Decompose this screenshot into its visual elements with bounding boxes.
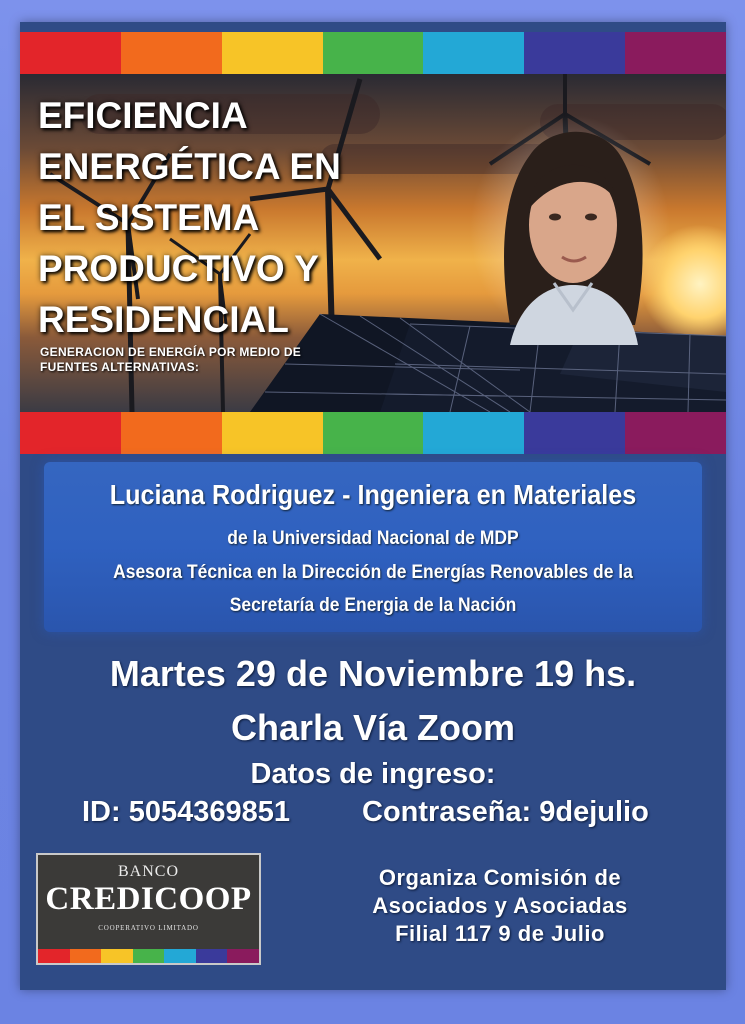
meeting-id: ID: 5054369851 — [82, 796, 290, 828]
title-line-5: RESIDENCIAL — [38, 299, 289, 340]
stripe-purple — [625, 32, 726, 74]
speaker-name: Luciana Rodriguez - Ingeniera en Materiales — [109, 479, 637, 510]
event-mode: Charla Vía Zoom — [230, 707, 516, 748]
speaker-role-line-1: Asesora Técnica en la Dirección de Energías Renovables de la — [113, 562, 633, 583]
title-line-3: EL SISTEMA — [38, 197, 260, 238]
talk-subtitle — [40, 345, 430, 375]
stripe-yellow — [222, 412, 323, 454]
stripe-green — [323, 412, 424, 454]
stripe-purple — [625, 412, 726, 454]
title-line-1: EFICIENCIA — [38, 95, 248, 136]
stripe-indigo — [524, 412, 625, 454]
stripe-orange — [121, 412, 222, 454]
bank-logo-name: CREDICOOP — [45, 881, 252, 917]
subtitle-line-2: FUENTES ALTERNATIVAS: — [40, 360, 200, 374]
event-date: Martes 29 de Noviembre 19 hs. — [109, 653, 637, 694]
organizer-text — [290, 864, 710, 948]
stripe-orange — [121, 32, 222, 74]
bank-logo-sub: COOPERATIVO LIMITADO — [98, 924, 199, 932]
stripe-red — [20, 32, 121, 74]
organizer-line-1: Organiza Comisión de — [378, 865, 622, 890]
organizer-line-2: Asociados y Asociadas — [372, 893, 628, 918]
organizer-line-3: Filial 117 9 de Julio — [395, 921, 605, 946]
banco-credicoop-logo — [36, 853, 261, 965]
bank-logo-top: BANCO — [117, 863, 179, 880]
stripe-green — [323, 32, 424, 74]
bank-logo-stripe — [38, 949, 259, 963]
hero-image — [20, 74, 726, 412]
title-line-4: PRODUCTIVO Y — [38, 248, 319, 289]
speaker-role-line-2: Secretaría de Energia de la Nación — [229, 595, 517, 616]
speaker-portrait — [470, 115, 670, 345]
stripe-yellow — [222, 32, 323, 74]
stripe-cyan — [423, 32, 524, 74]
rainbow-stripe-middle — [20, 412, 726, 454]
rainbow-stripe-top — [20, 32, 726, 74]
speaker-info-box — [44, 462, 702, 632]
stripe-cyan — [423, 412, 524, 454]
meeting-password: Contraseña: 9dejulio — [362, 796, 649, 828]
title-line-2: ENERGÉTICA EN — [38, 146, 341, 187]
subtitle-line-1: GENERACION DE ENERGÍA POR MEDIO DE — [40, 345, 302, 359]
speaker-university: de la Universidad Nacional de MDP — [227, 528, 519, 549]
talk-title — [38, 90, 458, 345]
stripe-red — [20, 412, 121, 454]
stripe-indigo — [524, 32, 625, 74]
access-heading: Datos de ingreso: — [250, 758, 496, 790]
